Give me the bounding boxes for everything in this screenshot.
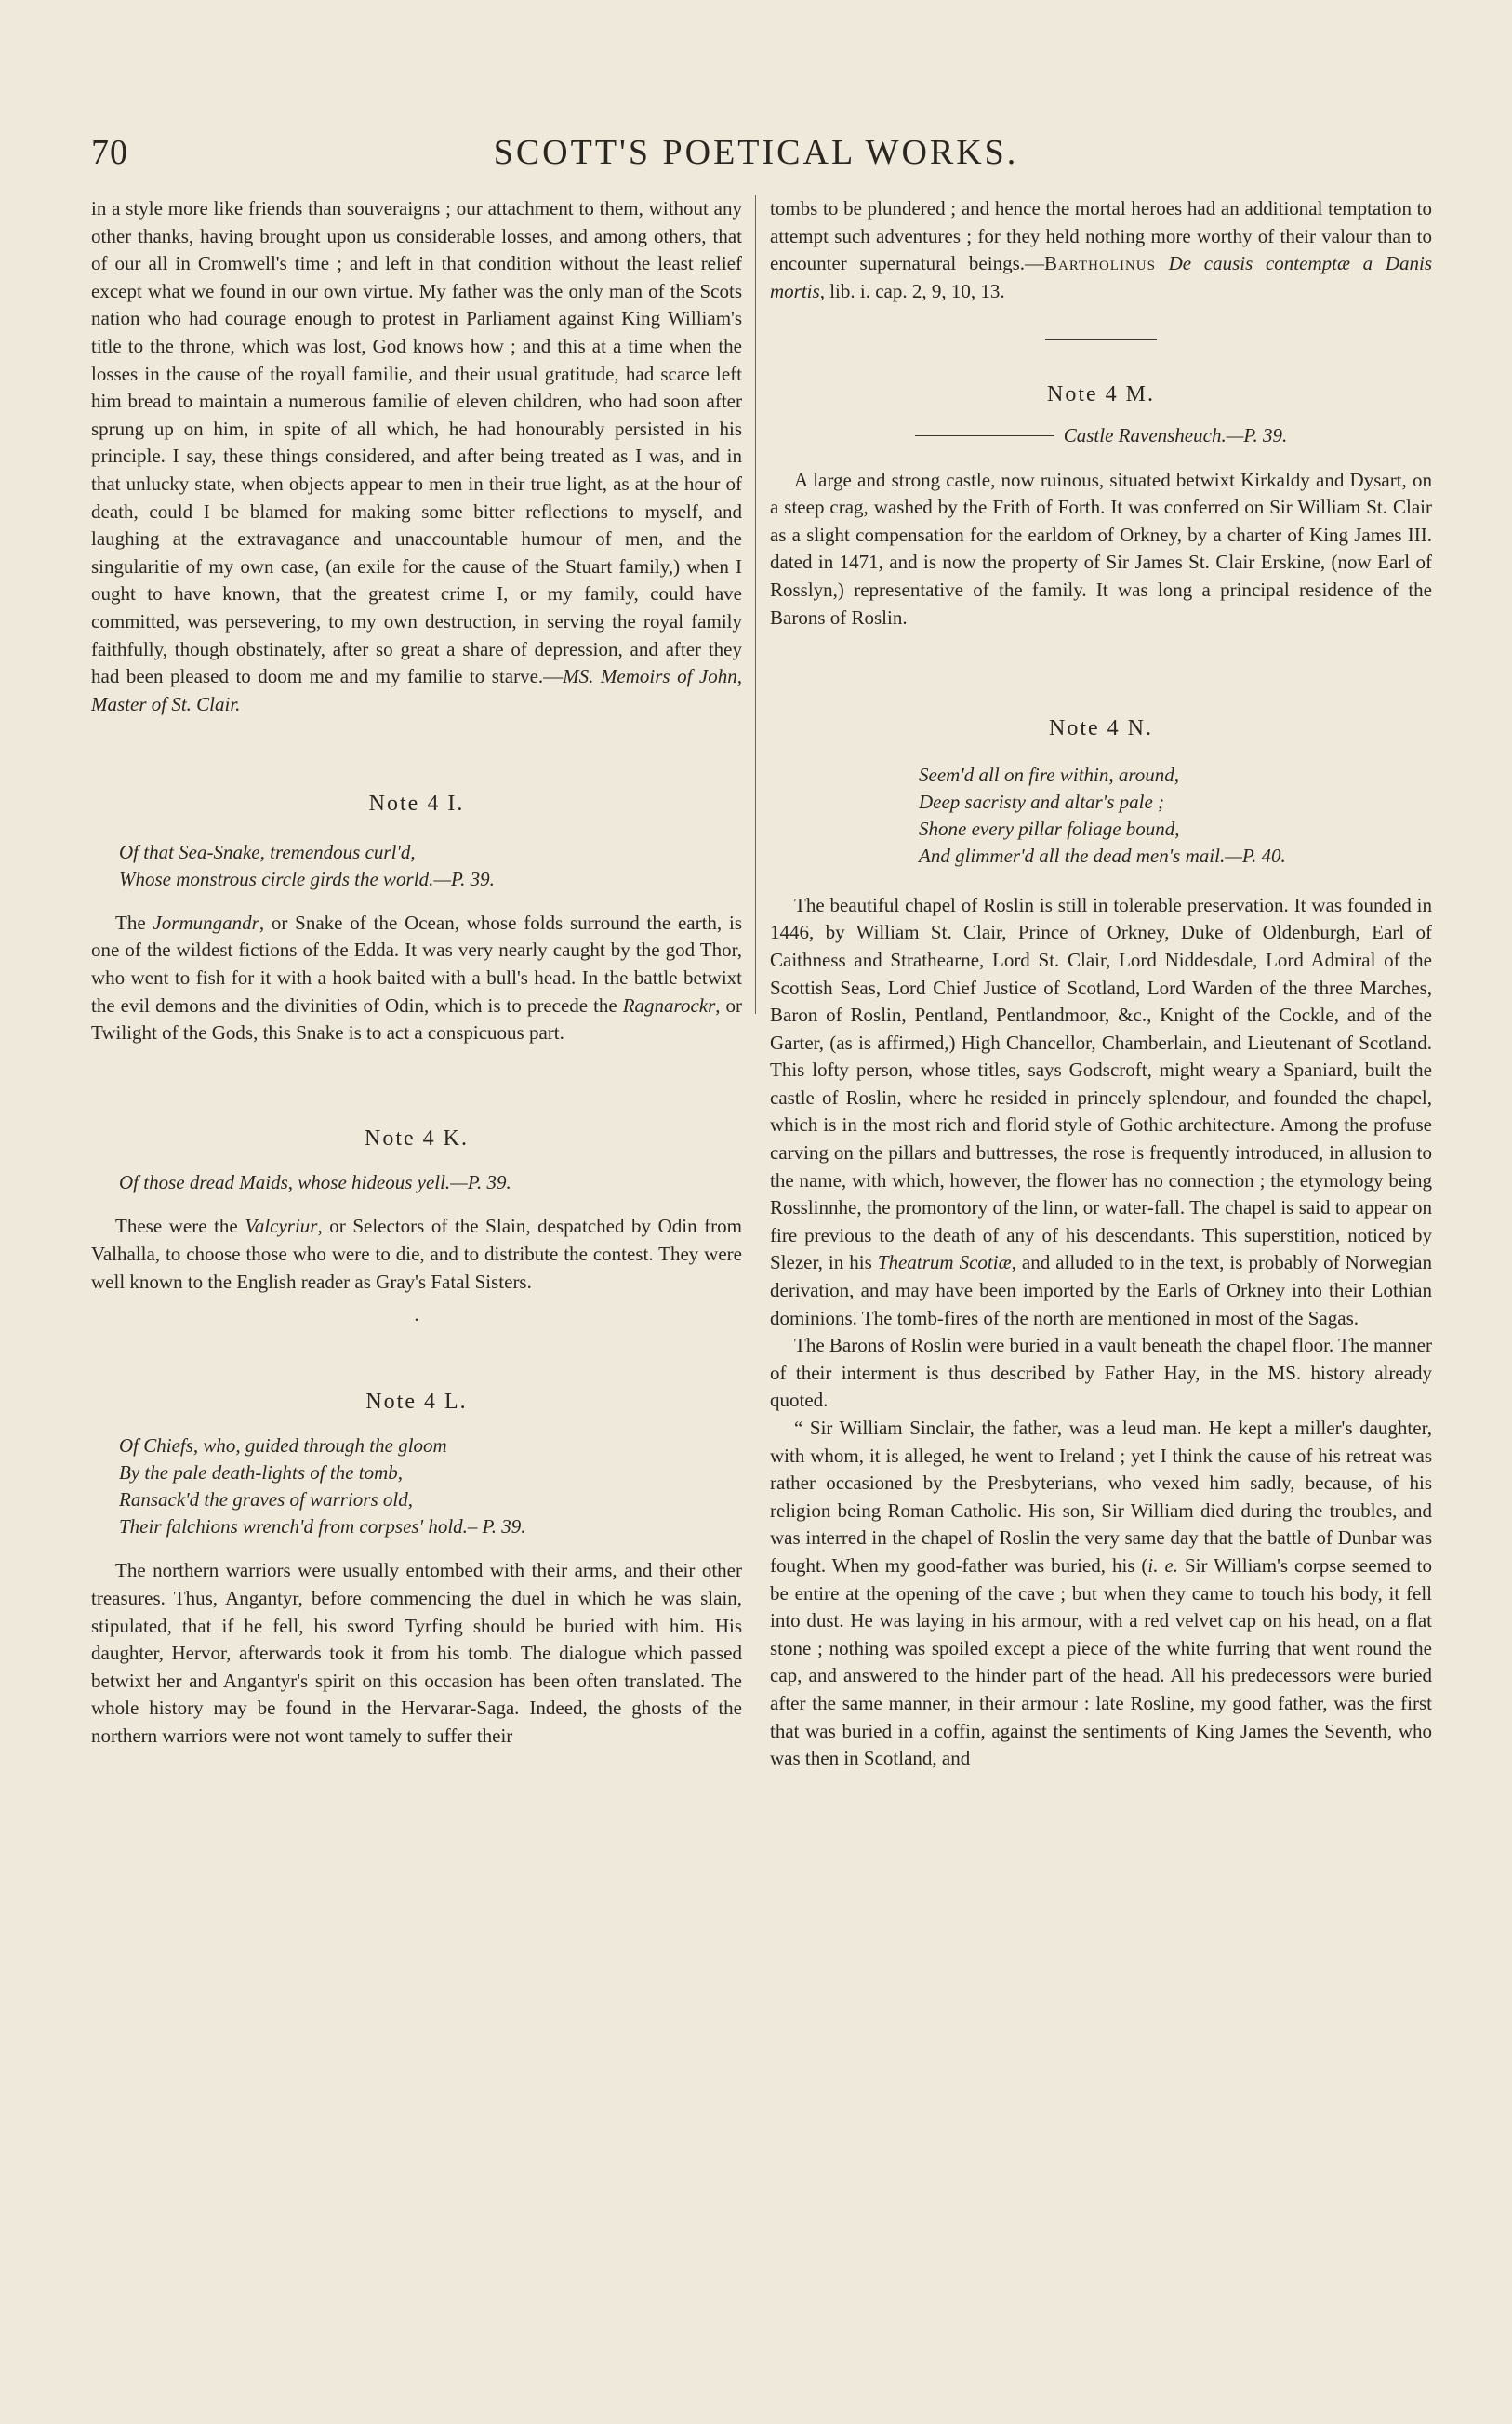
running-title: SCOTT'S POETICAL WORKS. — [493, 133, 1019, 172]
note-4n-epigraph: Seem'd all on fire within, around, Deep sacristy and altar's pale ; Shone every pillar foliage bound, And glimmer'd all the dead men's mail.—P. 40. — [919, 763, 1286, 867]
note-4m-title: Note 4 M. — [1047, 382, 1155, 407]
note-4l-title: Note 4 L. — [365, 1389, 468, 1414]
note-4l-body: The northern warriors were usually entombed with their arms, and their other treasures. Thus, Angantyr, before commencing the duel in which he was slain, stipulated, that if he fell, his sword Tyrfing should be buried with him. His daughter, Hervor, afterwards took it from his tomb. The dialogue which passed betwixt her and Angantyr's spirit on this occasion has been often translated. The whole history may be found in the Hervarar-Saga. Indeed, the ghosts of the northern warriors were not wont tamely to suffer their — [91, 1559, 742, 1747]
note-4i-body: The Jormungandr, or Snake of the Ocean, whose folds surround the earth, is one of the wildest fictions of the Edda. It was very nearly caught by the god Thor, who went to fish for it with a hook baited with a bull's head. In the battle betwixt the evil demons and the divinities of Odin, which is to precede the Ragnarockr, or Twilight of the Gods, this Snake is to act a conspicuous part. — [91, 911, 743, 1045]
note-4i-title: Note 4 I. — [368, 792, 465, 817]
note-4i-epigraph: Of that Sea-Snake, tremendous curl'd, Whose monstrous circle girds the world.—P. 39. — [119, 840, 495, 890]
note-4n-body-1: The beautiful chapel of Roslin is still in tolerable preservation. It was founded in 1446, by William St. Clair, Prince of Orkney, Duke of Oldenburgh, Earl of Caithness and Strathearne, Lord St. Clair, Lord Niddesdale, Lord Admiral of the Scottish Seas, Lord Chief Justice of Scotland, Lord Warden of the three Marches, Baron of Roslin, Pentland, Pentlandmoor, &c., Knight of the Cockle, and of the Garter, (as is affirmed,) High Chancellor, Chamberlain, and Lieutenant of Scotland. This lofty person, whose titles, says Godscroft, might weary a Spaniard, built the castle of Roslin, where he resided in princely splendour, and founded the chapel, which is in the most rich and florid style of Gothic architecture. Among the profuse carving on the pillars and buttresses, the rose is frequently introduced, in allusion to the name, with which, however, the flower has no connection ; the etymology being Rosslinnhe, the promontory of the linn, or water-fall. The chapel is said to appear on fire previous to the death of any of his descendants. This superstition, noticed by Slezer, in his Theatrum Scotiæ, and alluded to in the text, is probably of Norwegian derivation, and may have been imported by the Earls of Orkney into their Lothian dominions. The tomb-fires of the north are mentioned in most of the Sagas. — [770, 893, 1432, 1329]
left-column — [91, 195, 742, 2387]
note-4n-body-2: The Barons of Roslin were buried in a vault beneath the chapel floor. The manner of their interment is thus described by Father Hay, in the MS. history already quoted. — [770, 1334, 1432, 1412]
note-4k-epigraph: Of those dread Maids, whose hideous yell.—P. 39. — [119, 1171, 511, 1194]
ornament-dot: · — [413, 1309, 420, 1332]
lead-dash — [915, 435, 1054, 436]
note-4l-continuation: tombs to be plundered ; and hence the mortal heroes had an additional temptation to attempt such adventures ; for they held nothing more worthy of their valour than to encounter supernatural beings.—Bartholinus De causis contemptæ a Danis mortis, lib. i. cap. 2, 9, 10, 13. — [770, 197, 1432, 302]
note-4m-epigraph: Castle Ravensheuch.—P. 39. — [770, 422, 1432, 450]
memoir-continuation: in a style more like friends than souveraigns ; our attachment to them, without any other thanks, having brought upon us considerable losses, and among others, that of our all in Cromwell's time ; and left in that condition without the least relief except what we found in our own virtue. My father was the only man of the Scots nation who had courage enough to protest in Parliament against King William's title to the throne, which was lost, God knows how ; and this at a time when the losses in the cause of the royall familie, and their usual gratitude, had scarce left him bread to maintain a numerous familie of eleven children, who had soon after sprung up on him, in spite of all which, he had honourably persisted in his principle. I say, these things considered, and after being treated as I was, and in that unlucky state, when objects appear to men in their true light, as at the hour of death, could I be blamed for making some bitter reflections to myself, and laughing at the extravagance and unaccountable humour of men, and the singularitie of my own case, (an exile for the cause of the Stuart family,) when I ought to have known, that the greatest crime I, or my family, could have committed, was persevering, to my own destruction, in serving the royal family faithfully, though obstinately, after so great a share of depression, and after they had been pleased to doom me and my familie to starve.—MS. Memoirs of John, Master of St. Clair. — [91, 197, 742, 715]
note-4k-title: Note 4 K. — [365, 1125, 469, 1151]
page-header — [0, 132, 1512, 179]
column-divider — [755, 195, 756, 1014]
note-4n-body-3: “ Sir William Sinclair, the father, was a leud man. He kept a miller's daughter, with whom, it is alleged, he went to Ireland ; yet I think the cause of his retreat was rather occasioned by the Presbyterians, who vexed him sadly, because, of his religion being Roman Catholic. His son, Sir William died during the troubles, and was interred in the chapel of Roslin the very same day that the battle of Dunbar was fought. When my good-father was buried, his (i. e. Sir William's corpse seemed to be entire at the opening of the cave ; but when they came to touch his body, it fell into dust. He was laying in his armour, with a red velvet cap on his head, on a flat stone ; nothing was spoiled except a piece of the white furring that went round the cap, and answered to the hinder part of the head. All his predecessors were buried after the same manner, in their armour : late Rosline, my good father, was the first that was buried in a coffin, against the sentiments of King James the Seventh, who was then in Scotland, and — [770, 1417, 1433, 1770]
note-4l-epigraph: Of Chiefs, who, guided through the gloom By the pale death-lights of the tomb, Ransack'd the graves of warriors old, Their falchions wrench'd from corpses' hold.– P. 39. — [119, 1434, 526, 1538]
note-4k-body: These were the Valcyriur, or Selectors of the Slain, despatched by Odin from Valhalla, to choose those who were to die, and to distribute the contest. They were well known to the English reader as Gray's Fatal Sisters. — [91, 1215, 742, 1293]
page-number: 70 — [91, 133, 128, 172]
right-column — [770, 195, 1432, 2387]
note-4n-title: Note 4 N. — [1049, 716, 1153, 741]
note-4m-body: A large and strong castle, now ruinous, situated betwixt Kirkaldy and Dysart, on a steep crag, washed by the Frith of Forth. It was conferred on Sir William St. Clair as a slight compensation for the earldom of Orkney, by a charter of King James III. dated in 1471, and is now the property of Sir James St. Clair Erskine, (now Earl of Rosslyn,) representative of the family. It was long a principal residence of the Barons of Roslin. — [770, 468, 1432, 629]
